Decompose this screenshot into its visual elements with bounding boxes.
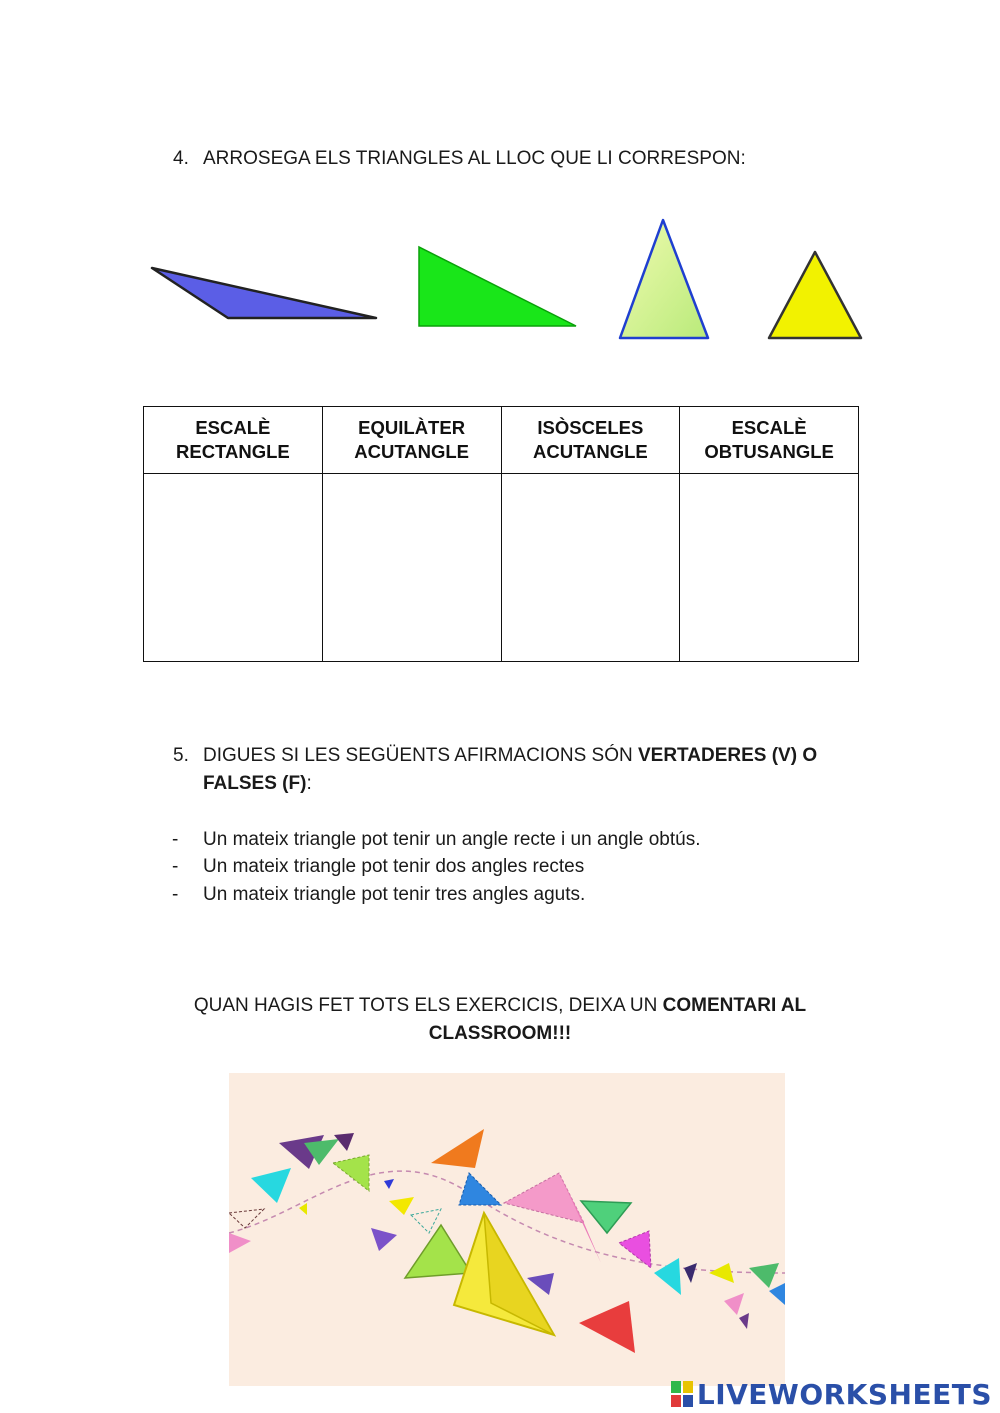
banner-triangle (405, 1225, 471, 1278)
banner-triangle (654, 1258, 681, 1295)
list-dash: - (172, 884, 179, 905)
banner-triangle (459, 1173, 501, 1205)
triangle-acute-isosceles[interactable] (616, 216, 712, 342)
closing-message (160, 992, 840, 1048)
header-isosceles-acutangle (501, 407, 680, 474)
header-escale-rectangle (144, 407, 323, 474)
table-header-row (144, 407, 859, 474)
banner-triangle (334, 1133, 354, 1151)
header-line: OBTUSANGLE (704, 441, 834, 462)
banner-triangle (371, 1228, 397, 1251)
liveworksheets-logo (671, 1376, 992, 1412)
banner-triangle (431, 1129, 484, 1168)
banner-triangle (384, 1179, 394, 1189)
banner-triangle (411, 1209, 441, 1233)
classification-table (143, 406, 859, 662)
banner-triangle (579, 1301, 635, 1353)
banner-triangle (251, 1168, 291, 1203)
banner-triangle (619, 1231, 651, 1268)
header-line: ACUTANGLE (532, 441, 648, 462)
triangle-pool (140, 210, 880, 350)
instruction-bold: FALSES (F) (203, 773, 307, 794)
exercise-4-instruction: ARROSEGA ELS TRIANGLES AL LLOC QUE LI CORRESPON: (203, 148, 746, 169)
closing-text: QUAN HAGIS FET TOTS ELS EXERCICIS, DEIXA UN (193, 995, 663, 1016)
header-line: EQUILÀTER (358, 417, 466, 438)
banner-triangle (581, 1201, 631, 1233)
closing-bold: COMENTARI AL (662, 995, 807, 1016)
triangle-equilateral[interactable] (765, 248, 865, 342)
banner-triangle (724, 1293, 744, 1315)
liveworksheets-wordmark: LIVEWORKSHEETS (696, 1377, 992, 1411)
exercise-5-number: 5. (173, 745, 189, 766)
drop-zone-isosceles-acutangle[interactable] (501, 474, 680, 662)
exercise-5-instruction (203, 742, 863, 798)
header-line: ESCALÈ (195, 417, 271, 438)
list-dash: - (172, 856, 179, 877)
drop-zone-equilater-acutangle[interactable] (322, 474, 501, 662)
header-line: ACUTANGLE (354, 441, 469, 462)
drop-zone-escale-obtusangle[interactable] (680, 474, 859, 662)
header-escale-obtusangle (680, 407, 859, 474)
instruction-bold: VERTADERES (V) O (637, 745, 818, 766)
header-line: ESCALÈ (731, 417, 807, 438)
exercise-4-title (173, 145, 873, 173)
liveworksheets-badge-icon (671, 1381, 693, 1407)
banner-triangle (504, 1173, 584, 1223)
instruction-text: : (306, 773, 312, 794)
header-equilater-acutangle (322, 407, 501, 474)
triangle-obtuse-scalene-shape (152, 268, 376, 318)
banner-triangle (389, 1197, 414, 1215)
banner-triangle (229, 1233, 251, 1253)
table-drop-row (144, 474, 859, 662)
triangle-obtuse-scalene[interactable] (148, 262, 380, 322)
banner-triangle (769, 1283, 785, 1305)
triangle-acute-isosceles-shape (620, 220, 708, 338)
statement-text: Un mateix triangle pot tenir un angle recte i un angle obtús. (203, 829, 701, 850)
header-line: RECTANGLE (176, 441, 290, 462)
banner-triangle (709, 1263, 734, 1283)
banner-illustration (229, 1073, 785, 1386)
instruction-text: DIGUES SI LES SEGÜENTS AFIRMACIONS SÓN (203, 745, 638, 766)
banner-triangle (684, 1263, 697, 1283)
banner-triangle (749, 1263, 779, 1288)
banner-triangle (739, 1313, 749, 1329)
exercise-5-title (173, 742, 873, 798)
banner-triangle (527, 1273, 554, 1295)
list-dash: - (172, 829, 179, 850)
decorative-triangles-banner (229, 1073, 785, 1386)
statement-text: Un mateix triangle pot tenir tres angles aguts. (203, 884, 586, 905)
closing-bold: CLASSROOM!!! (428, 1023, 572, 1044)
drop-zone-escale-rectangle[interactable] (144, 474, 323, 662)
statement-text: Un mateix triangle pot tenir dos angles rectes (203, 856, 585, 877)
banner-triangle (299, 1203, 307, 1215)
banner-triangle (229, 1209, 264, 1228)
triangle-right-scalene-shape (419, 247, 576, 326)
triangle-right-scalene[interactable] (416, 244, 580, 330)
header-line: ISÒSCELES (537, 417, 644, 438)
triangle-equilateral-shape (769, 252, 861, 338)
exercise-4-number: 4. (173, 148, 189, 169)
